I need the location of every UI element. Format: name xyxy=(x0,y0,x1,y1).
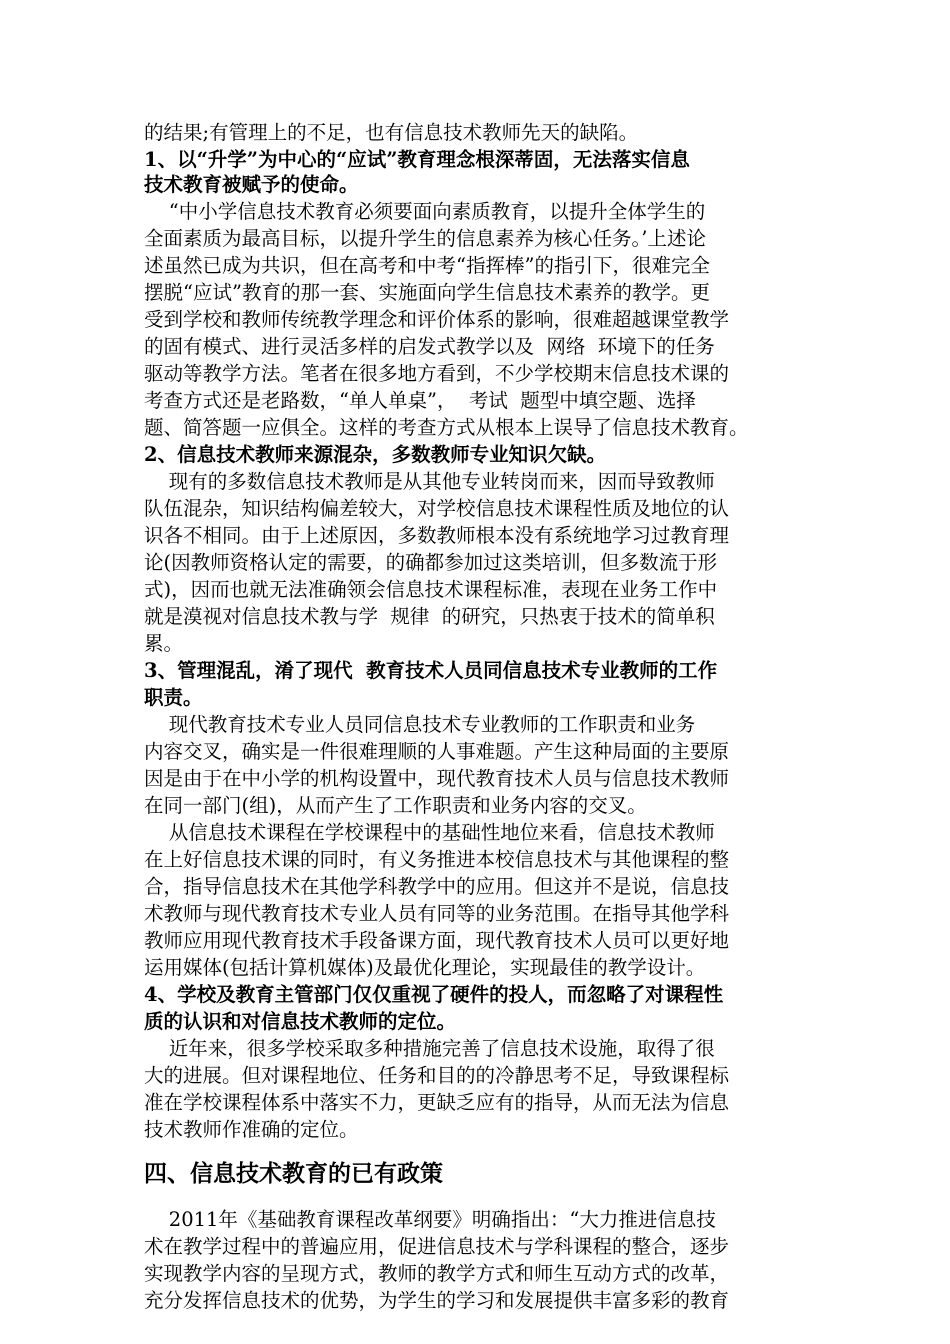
paragraph-line: 题、简答题一应俱全。这样的考查方式从根本上误导了信息技术教育。 xyxy=(144,416,749,439)
section-heading-1-cont: 技术教育被赋予的使命。 xyxy=(144,173,359,196)
paragraph-line: 近年来，很多学校采取多种措施完善了信息技术设施，取得了很 xyxy=(144,1037,715,1060)
paragraph-line: 术教师与现代教育技术专业人员有同等的业务范围。在指导其他学科 xyxy=(144,902,730,925)
paragraph-line: 摆脱“应试”教育的那一套、实施面向学生信息技术素养的教学。更 xyxy=(144,281,710,304)
section-heading-3: 3、管理混乱，淆了现代 教育技术人员同信息技术专业教师的工作 xyxy=(144,659,718,682)
section-heading-2: 2、信息技术教师来源混杂，多数教师专业知识欠缺。 xyxy=(144,443,607,466)
paragraph-line: 合，指导信息技术在其他学科教学中的应用。但这并不是说，信息技 xyxy=(144,875,730,898)
paragraph-line: 在上好信息技术课的同时，有义务推进本校信息技术与其他课程的整 xyxy=(144,848,730,871)
paragraph-line: 考查方式还是老路数，“单人单桌”， 考试 题型中填空题、选择 xyxy=(144,389,696,412)
section-heading-1: 1、以“升学”为中心的“应试”教育理念根深蒂固，无法落实信息 xyxy=(144,148,690,171)
paragraph-line: “中小学信息技术教育必须要面向素质教育，以提升全体学生的 xyxy=(144,200,706,223)
paragraph-line: 运用媒体(包括计算机媒体)及最优化理论，实现最佳的教学设计。 xyxy=(144,956,706,979)
paragraph-line: 全面素质为最高目标，以提升学生的信息素养为核心任务。’上述论 xyxy=(144,227,706,250)
paragraph-line: 队伍混杂，知识结构偏差较大，对学校信息技术课程性质及地位的认 xyxy=(144,497,730,520)
paragraph-line: 充分发挥信息技术的优势，为学生的学习和发展提供丰富多彩的教育 xyxy=(144,1289,730,1312)
paragraph-line: 的固有模式、进行灵活多样的启发式教学以及 网络 环境下的任务 xyxy=(144,335,715,358)
paragraph-line: 式)，因而也就无法准确领会信息技术课程标准，表现在业务工作中 xyxy=(144,578,718,601)
paragraph-line: 内容交叉，确实是一件很难理顺的人事难题。产生这种局面的主要原 xyxy=(144,740,730,763)
paragraph-line: 教师应用现代教育技术手段备课方面，现代教育技术人员可以更好地 xyxy=(144,929,730,952)
paragraph-line: 现代教育技术专业人员同信息技术专业教师的工作职责和业务 xyxy=(144,713,696,736)
paragraph-line: 技术教师作准确的定位。 xyxy=(144,1118,359,1141)
paragraph-line: 就是漠视对信息技术教与学 规律 的研究，只热衷于技术的简单积 xyxy=(144,605,715,628)
paragraph-line: 实现教学内容的呈现方式，教师的教学方式和师生互动方式的改革， xyxy=(144,1262,730,1285)
paragraph-line: 准在学校课程体系中落实不力，更缺乏应有的指导，从而无法为信息 xyxy=(144,1091,730,1114)
paragraph-line: 累。 xyxy=(144,632,184,655)
section-heading-4-cont: 质的认识和对信息技术教师的定位。 xyxy=(144,1010,457,1033)
paragraph-line: 从信息技术课程在学校课程中的基础性地位来看，信息技术教师 xyxy=(144,821,715,844)
paragraph-line: 论(因教师资格认定的需要，的确都参加过这类培训，但多数流于形 xyxy=(144,551,718,574)
paragraph-line: 述虽然已成为共识，但在高考和中考“指挥棒”的指引下，很难完全 xyxy=(144,254,710,277)
paragraph-line: 驱动等教学方法。笔者在很多地方看到，不少学校期末信息技术课的 xyxy=(144,362,730,385)
chapter-heading: 四、信息技术教育的已有政策 xyxy=(144,1160,443,1187)
paragraph-line: 大的进展。但对课程地位、任务和目的的冷静思考不足，导致课程标 xyxy=(144,1064,730,1087)
paragraph-line: 在同一部门(组)，从而产生了工作职责和业务内容的交叉。 xyxy=(144,794,647,817)
paragraph-line: 的结果;有管理上的不足，也有信息技术教师先天的缺陷。 xyxy=(144,121,639,144)
paragraph-line: 2011年《基础教育课程改革纲要》明确指出：“大力推进信息技 xyxy=(144,1208,716,1231)
paragraph-line: 术在教学过程中的普遍应用，促进信息技术与学科课程的整合，逐步 xyxy=(144,1235,730,1258)
section-heading-4: 4、学校及教育主管部门仅仅重视了硬件的投人，而忽略了对课程性 xyxy=(144,983,724,1006)
paragraph-line: 现有的多数信息技术教师是从其他专业转岗而来，因而导致教师 xyxy=(144,470,715,493)
section-heading-3-cont: 职责。 xyxy=(144,686,203,709)
paragraph-line: 因是由于在中小学的机构设置中，现代教育技术人员与信息技术教师 xyxy=(144,767,730,790)
paragraph-line: 受到学校和教师传统教学理念和评价体系的影响，很难超越课堂教学 xyxy=(144,308,730,331)
paragraph-line: 识各不相同。由于上述原因，多数教师根本没有系统地学习过教育理 xyxy=(144,524,730,547)
